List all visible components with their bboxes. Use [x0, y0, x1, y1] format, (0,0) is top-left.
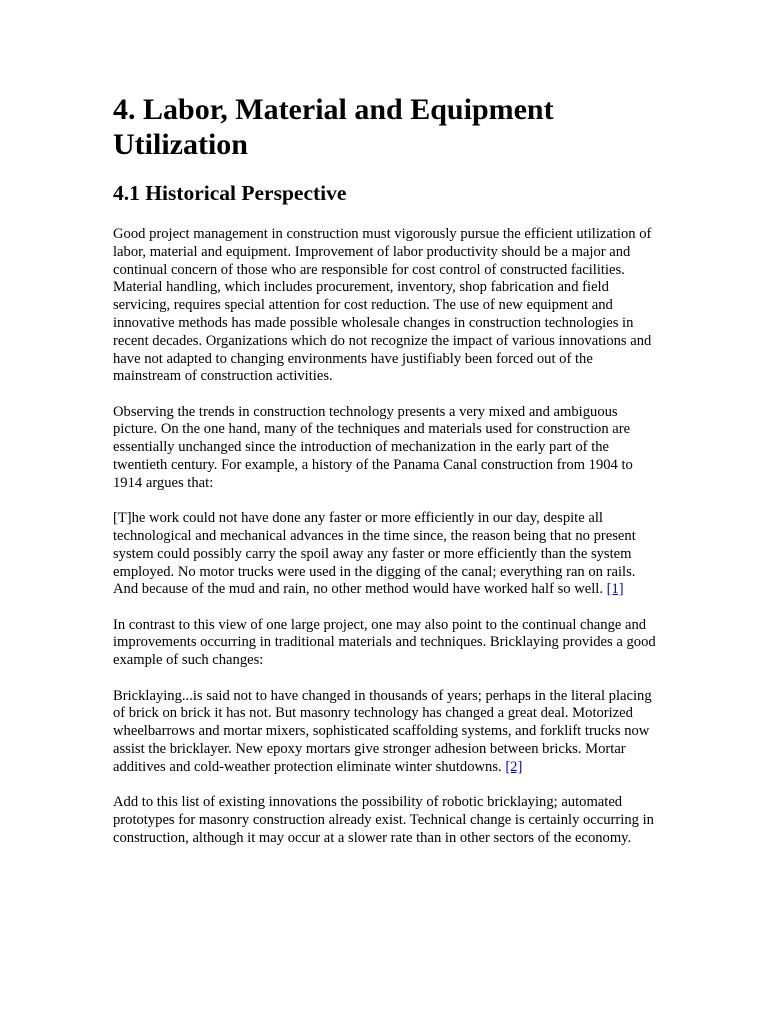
footnote-link-2[interactable]: [2] — [505, 758, 523, 775]
paragraph-innovations — [113, 794, 658, 847]
paragraph-text: Add to this list of existing innovations the possibility of robotic bricklaying; automated prototypes for masonry construction already exist. Technical change is certainly occurring in construction, although it may occur at a slower rate than in other sectors of the economy. — [113, 794, 654, 846]
paragraph-text: Good project management in construction must vigorously pursue the efficient utilization of labor, material and equipment. Improvement of labor productivity should be a major and continual concern of those who are responsible for cost control of constructed facilities. Material handling, which includes procurement, inventory, shop fabrication and field servicing, requires special attention for cost reduction. The use of new equipment and innovative methods has made possible wholesale changes in construction technologies in recent decades. Organizations which do not recognize the impact of various innovations and have not adapted to changing environments have justifiably been forced out of the mainstream of construction activities. — [113, 226, 652, 385]
quote-text: Bricklaying...is said not to have changed in thousands of years; perhaps in the literal placing of brick on brick it has not. But masonry technology has changed a great deal. Motorized wheelbarrows and mortar mixers, sophisticated scaffolding systems, and forklift trucks now assist the bricklayer. New epoxy mortars give stronger adhesion between bricks. Mortar additives and cold-weather protection eliminate winter shutdowns. — [113, 687, 652, 775]
paragraph-intro — [113, 226, 658, 386]
paragraph-text: Observing the trends in construction technology presents a very mixed and ambiguous picture. On the one hand, many of the techniques and materials used for construction are essentially unchanged since the introduction of mechanization in the early part of the twentieth century. For example, a history of the Panama Canal construction from 1904 to 1914 argues that: — [113, 403, 633, 491]
section-heading: 4.1 Historical Perspective — [113, 181, 347, 205]
paragraph-text: In contrast to this view of one large project, one may also point to the continual change and improvements occurring in traditional materials and techniques. Bricklaying provides a good example of such changes: — [113, 616, 656, 669]
footnote-link-1[interactable]: [1] — [606, 581, 624, 598]
quote-bricklaying — [113, 688, 658, 777]
chapter-title: 4. Labor, Material and Equipment Utilization — [113, 93, 554, 161]
quote-text: [T]he work could not have done any faster or more efficiently in our day, despite all technological and mechanical advances in the time since, the reason being that no present system could possibly carry the spoil away any faster or more efficiently than the system employed. No motor trucks were used in the digging of the canal; everything ran on rails. And because of the mud and rain, no other method would have worked half so well. — [113, 510, 636, 598]
document-content — [113, 92, 658, 865]
paragraph-trends — [113, 404, 658, 493]
paragraph-contrast — [113, 617, 658, 670]
quote-panama-canal — [113, 510, 658, 599]
